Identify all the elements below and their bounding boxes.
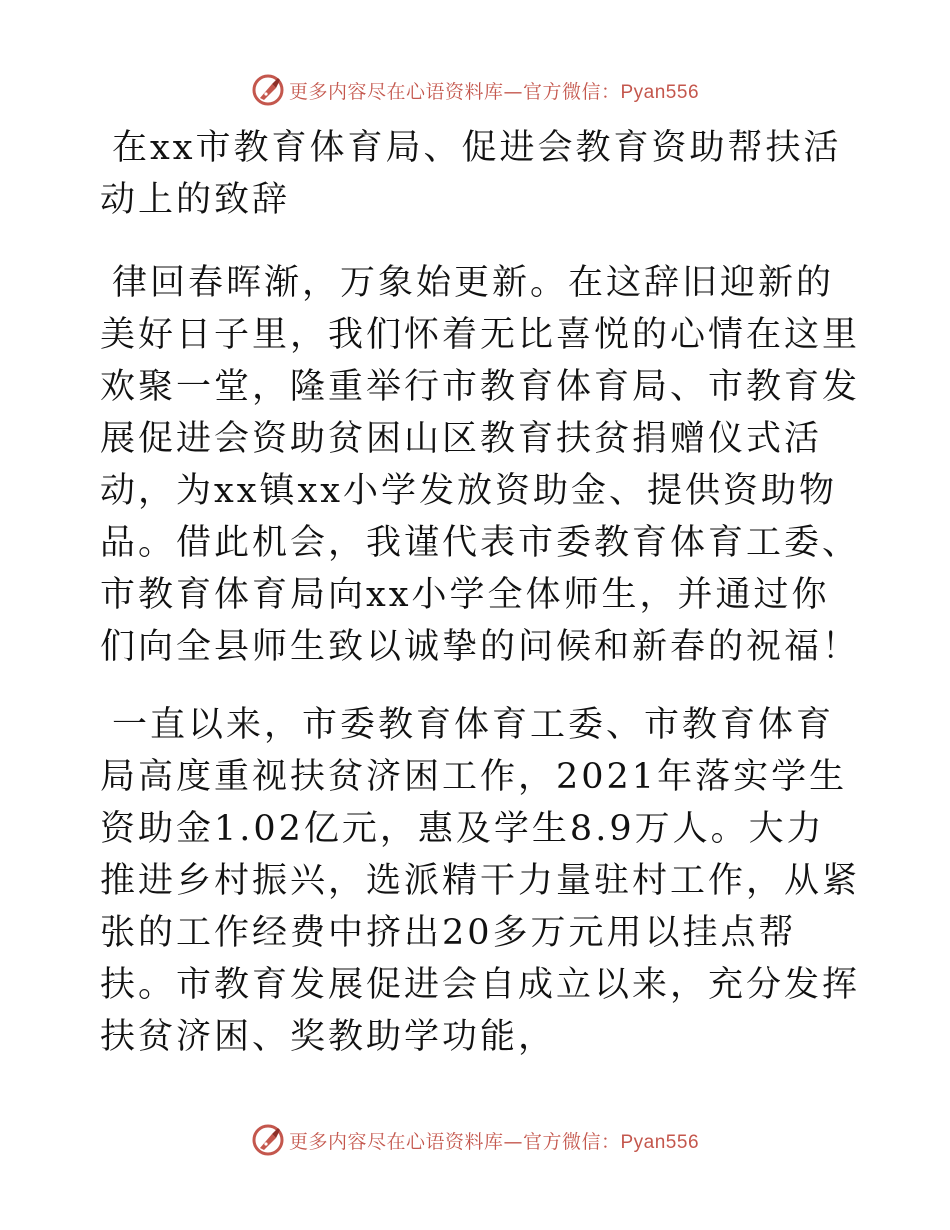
pen-nib-circle-logo-icon <box>251 73 285 107</box>
watermark-text: 更多内容尽在心语资料库—官方微信：Pyan556 <box>288 1130 700 1153</box>
pen-nib-circle-logo-icon <box>251 1123 285 1157</box>
watermark-text: 更多内容尽在心语资料库—官方微信：Pyan556 <box>288 80 700 103</box>
footer-watermark <box>0 1120 950 1160</box>
document-body <box>100 122 860 1063</box>
document-title: 在xx市教育体育局、促进会教育资助帮扶活动上的致辞 <box>100 128 842 220</box>
paragraph-1: 律回春晖渐，万象始更新。在这辞旧迎新的美好日子里，我们怀着无比喜悦的心情在这里欢聚一堂，隆重举行市教育体育局、市教育发展促进会资助贫困山区教育扶贫捐赠仪式活动，为xx镇xx小学发放资助金、提供资助物品。借此机会，我谨代表市委教育体育工委、市教育体育局向xx小学全体师生，并通过你们向全县师生致以诚挚的问候和新春的祝福！ <box>100 263 861 667</box>
paragraph-2: 一直以来，市委教育体育工委、市教育体育局高度重视扶贫济困工作，2021年落实学生资助金1.02亿元，惠及学生8.9万人。大力推进乡村振兴，选派精干力量驻村工作，从紧张的工作经费中挤出20多万元用以挂点帮扶。市教育发展促进会自成立以来，充分发挥扶贫济困、奖教助学功能， <box>100 705 861 1057</box>
header-watermark <box>0 70 950 110</box>
